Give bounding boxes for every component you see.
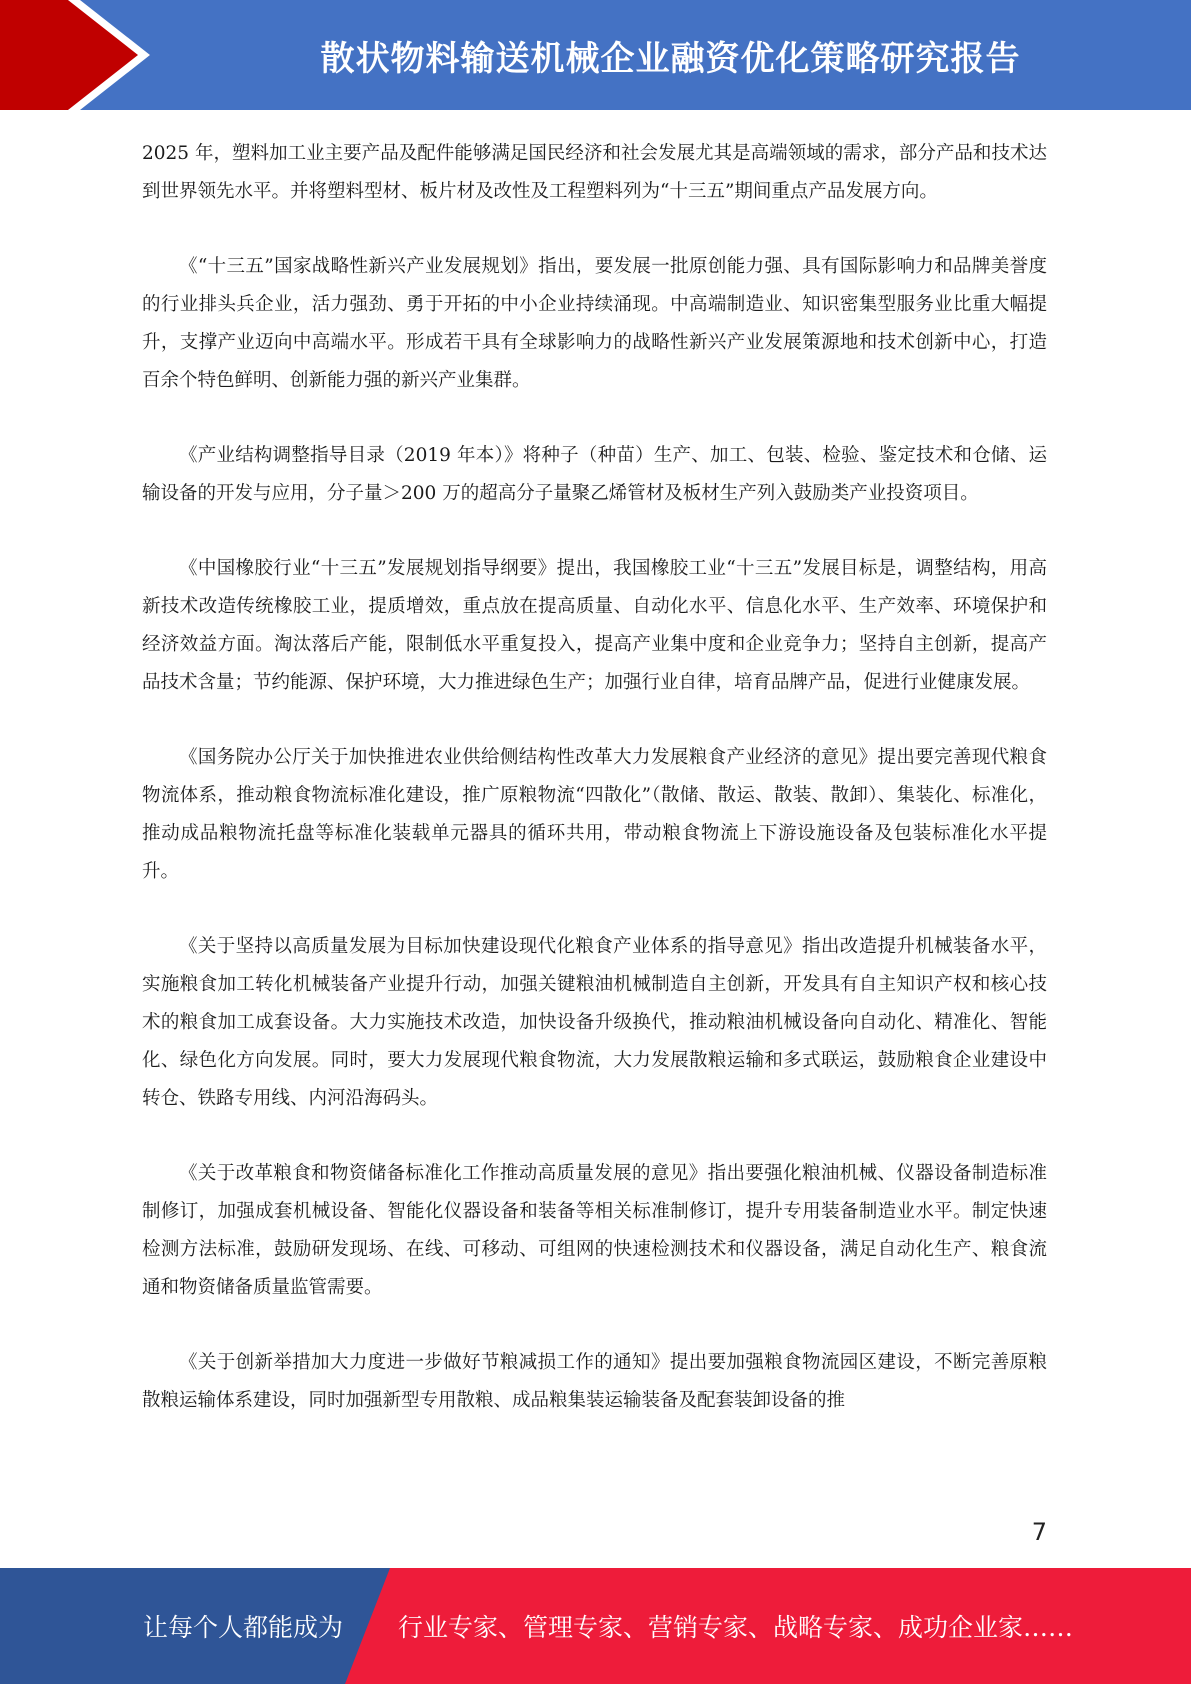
paragraph-8: 《关于创新举措加大力度进一步做好节粮减损工作的通知》提出要加强粮食物流园区建设，不断完善原粮散粮运输体系建设，同时加强新型专用散粮、成品粮集装运输装备及配套装卸设备的推 xyxy=(142,1352,1047,1411)
footer-slogan-left: 让每个人都能成为 xyxy=(143,1613,344,1642)
document-body xyxy=(142,135,1047,1457)
report-title: 散状物料输送机械企业融资优化策略研究报告 xyxy=(320,38,1021,79)
paragraph-1: 2025 年，塑料加工业主要产品及配件能够满足国民经济和社会发展尤其是高端领域的需求，部分产品和技术达到世界领先水平。并将塑料型材、板片材及改性及工程塑料列为“十三五”期间重点产品发展方向。 xyxy=(142,143,1047,202)
paragraph-6: 《关于坚持以高质量发展为目标加快建设现代化粮食产业体系的指导意见》指出改造提升机械装备水平，实施粮食加工转化机械装备产业提升行动，加强关键粮油机械制造自主创新，开发具有自主知识产权和核心技术的粮食加工成套设备。大力实施技术改造，加快设备升级换代，推动粮油机械设备向自动化、精准化、智能化、绿色化方向发展。同时，要大力发展现代粮食物流，大力发展散粮运输和多式联运，鼓励粮食企业建设中转仓、铁路专用线、内河沿海码头。 xyxy=(142,936,1047,1109)
paragraph-5: 《国务院办公厅关于加快推进农业供给侧结构性改革大力发展粮食产业经济的意见》提出要完善现代粮食物流体系，推动粮食物流标准化建设，推广原粮物流“四散化”（散储、散运、散装、散卸）、集装化、标准化，推动成品粮物流托盘等标准化装载单元器具的循环共用，带动粮食物流上下游设施设备及包装标准化水平提升。 xyxy=(142,747,1047,882)
paragraph-3: 《产业结构调整指导目录（2019 年本）》将种子（种苗）生产、加工、包装、检验、鉴定技术和仓储、运输设备的开发与应用，分子量＞200 万的超高分子量聚乙烯管材及板材生产列入鼓励类产业投资项目。 xyxy=(142,445,1047,504)
page-footer xyxy=(0,1568,1191,1684)
paragraph-4: 《中国橡胶行业“十三五”发展规划指导纲要》提出，我国橡胶工业“十三五”发展目标是，调整结构，用高新技术改造传统橡胶工业，提质增效，重点放在提高质量、自动化水平、信息化水平、生产效率、环境保护和经济效益方面。淘汰落后产能，限制低水平重复投入，提高产业集中度和企业竞争力；坚持自主创新，提高产品技术含量；节约能源、保护环境，大力推进绿色生产；加强行业自律，培育品牌产品，促进行业健康发展。 xyxy=(142,558,1047,693)
paragraph-7: 《关于改革粮食和物资储备标准化工作推动高质量发展的意见》指出要强化粮油机械、仪器设备制造标准制修订，加强成套机械设备、智能化仪器设备和装备等相关标准制修订，提升专用装备制造业水平。制定快速检测方法标准，鼓励研发现场、在线、可移动、可组网的快速检测技术和仪器设备，满足自动化生产、粮食流通和物资储备质量监管需要。 xyxy=(142,1163,1047,1298)
page-header xyxy=(0,0,1191,110)
paragraph-2: 《“十三五”国家战略性新兴产业发展规划》指出，要发展一批原创能力强、具有国际影响力和品牌美誉度的行业排头兵企业，活力强劲、勇于开拓的中小企业持续涌现。中高端制造业、知识密集型服务业比重大幅提升，支撑产业迈向中高端水平。形成若干具有全球影响力的战略性新兴产业发展策源地和技术创新中心，打造百余个特色鲜明、创新能力强的新兴产业集群。 xyxy=(142,256,1047,391)
header-red-arrow xyxy=(0,0,150,110)
page-number: 7 xyxy=(1031,1518,1047,1546)
footer-slogan-right: 行业专家、管理专家、营销专家、战略专家、成功企业家…… xyxy=(398,1613,1074,1642)
